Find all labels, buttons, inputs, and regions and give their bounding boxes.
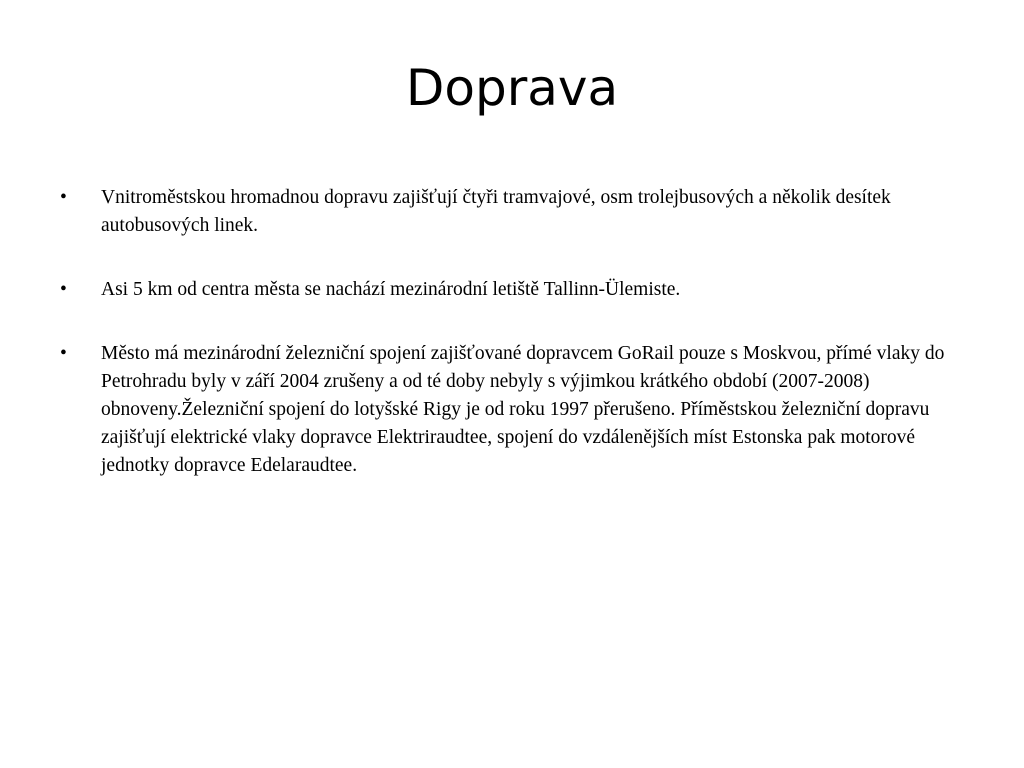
bullet-marker: • bbox=[60, 343, 67, 364]
bullet-marker: • bbox=[60, 187, 67, 208]
bullet-item-railway bbox=[60, 340, 970, 480]
bullet-list bbox=[60, 184, 970, 516]
slide-title: Doprava bbox=[405, 59, 619, 117]
bullet-item-city-transport bbox=[60, 184, 970, 240]
bullet-text: Vnitroměstskou hromadnou dopravu zajišťují čtyři tramvajové, osm trolejbusových a několik desítek autobusových linek. bbox=[101, 187, 891, 236]
bullet-text: Město má mezinárodní železniční spojení zajišťované dopravcem GoRail pouze s Moskvou, přímé vlaky do Petrohradu byly v září 2004 zrušeny a od té doby nebyly s výjimkou krátkého období (2007-2008) obnoveny.Železniční spojení do lotyšské Rigy je od roku 1997 přerušeno. Příměstskou železniční dopravu zajišťují elektrické vlaky dopravce Elektriraudtee, spojení do vzdálenějších míst Estonska pak motorové jednotky dopravce Edelaraudtee. bbox=[101, 343, 945, 476]
bullet-item-airport bbox=[60, 276, 970, 304]
bullet-text: Asi 5 km od centra města se nachází mezinárodní letiště Tallinn-Ülemiste. bbox=[101, 279, 681, 300]
bullet-marker: • bbox=[60, 279, 67, 300]
